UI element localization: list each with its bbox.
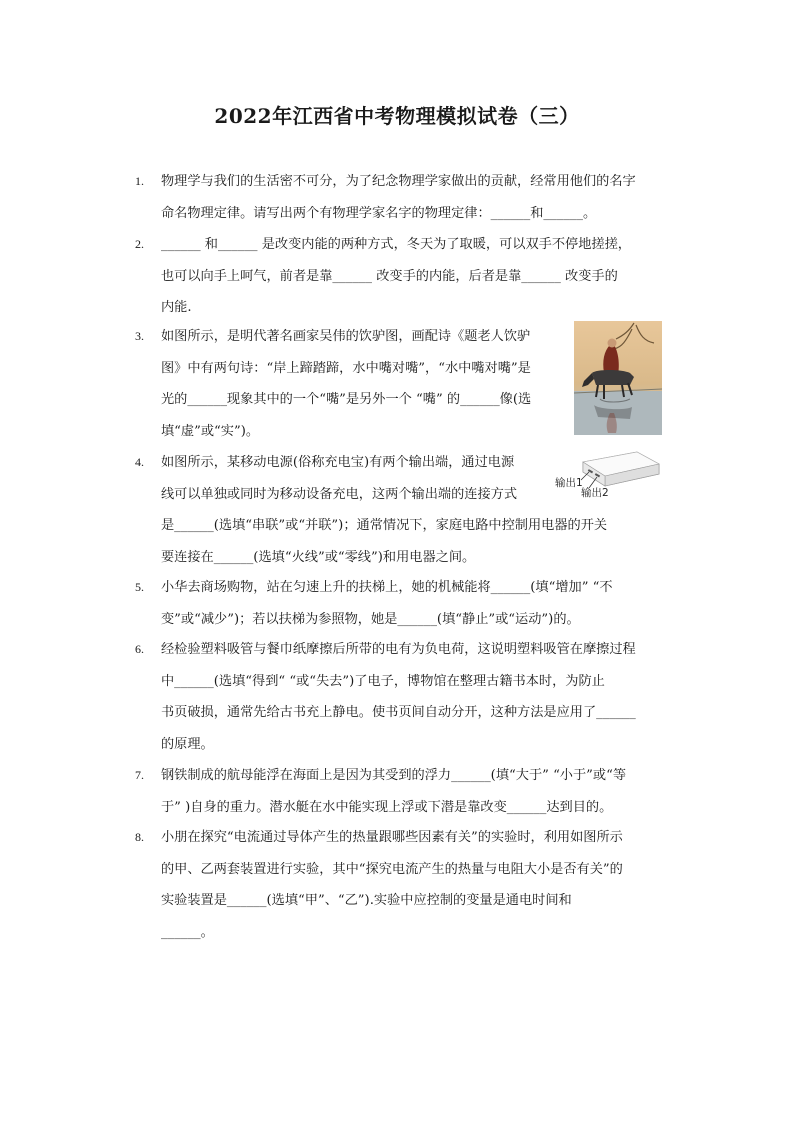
question-number: 8. bbox=[135, 830, 144, 844]
question-line: 变”或“减少”)；若以扶梯为参照物，她是______(填“静止”或“运动”)的。 bbox=[161, 611, 580, 627]
question-line: 内能. bbox=[161, 300, 192, 315]
question-line: 线可以单独或同时为移动设备充电，这两个输出端的连接方式 bbox=[161, 486, 518, 502]
question-line: 实验装置是______(选填“甲”、“乙”).实验中应控制的变量是通电时间和 bbox=[161, 893, 572, 908]
question-text bbox=[161, 634, 675, 760]
question-line: 的原理。 bbox=[161, 736, 214, 752]
question-line: 书页破损，通常先给古书充上静电。使书页间自动分开，这种方法是应用了______ bbox=[161, 705, 636, 720]
question-line: 小华去商场购物，站在匀速上升的扶梯上，她的机械能将______(填“增加” “不 bbox=[161, 580, 613, 595]
question-line: 经检验塑料吸管与餐巾纸摩擦后所带的电有为负电荷，这说明塑料吸管在摩擦过程 bbox=[161, 642, 636, 657]
question-line: 钢铁制成的航母能浮在海面上是因为其受到的浮力______(填“大于” “小于”或“等 bbox=[161, 768, 627, 783]
question-number: 1. bbox=[135, 174, 144, 188]
power-bank-figure bbox=[555, 450, 660, 498]
donkey-painting-figure bbox=[574, 321, 662, 435]
page-title: 2022年江西省中考物理模拟试卷（三） bbox=[214, 104, 580, 128]
question-line: 的甲、乙两套装置进行实验，其中“探究电流产生的热量与电阻大小是否有关”的 bbox=[161, 861, 623, 877]
question-number: 4. bbox=[135, 455, 144, 469]
question-text bbox=[161, 822, 675, 948]
question-line: 物理学与我们的生活密不可分，为了纪念物理学家做出的贡献，经常用他们的名字 bbox=[161, 174, 636, 189]
question-line: 中______(选填“得到“ “或“失去”)了电子，博物馆在整理古籍书本时，为防止 bbox=[161, 673, 605, 689]
question-line: ______ 和______ 是改变内能的两种方式，冬天为了取暖，可以双手不停地搓搓， bbox=[161, 237, 631, 252]
question-number: 2. bbox=[135, 237, 144, 251]
question-line: 图》中有两句诗：“岸上蹄踏蹄，水中嘴对嘴”，“水中嘴对嘴”是 bbox=[161, 360, 531, 376]
question-number: 5. bbox=[135, 580, 144, 594]
question-line: 也可以向手上呵气，前者是靠______ 改变手的内能，后者是靠______ 改变手的 bbox=[161, 268, 618, 284]
question-text bbox=[161, 760, 675, 823]
question-line: 是______(选填“串联”或“并联”)；通常情况下，家庭电路中控制用电器的开关 bbox=[161, 518, 608, 533]
question-number: 3. bbox=[135, 329, 144, 343]
question-text bbox=[161, 166, 675, 229]
output-2-label: 输出2 bbox=[581, 487, 609, 498]
question-line: 要连接在______(选填“火线”或“零线”)和用电器之间。 bbox=[161, 549, 476, 565]
question-line: 如图所示，是明代著名画家吴伟的饮驴图，画配诗《题老人饮驴 bbox=[161, 329, 531, 344]
question-line: 填“虚”或“实”)。 bbox=[161, 423, 260, 439]
output-1-label: 输出1 bbox=[555, 477, 583, 489]
question-line: 小朋在探究“电流通过导体产生的热量跟哪些因素有关”的实验时，利用如图所示 bbox=[161, 830, 623, 845]
question-line: 命名物理定律。请写出两个有物理学家名字的物理定律：______和______。 bbox=[161, 205, 597, 221]
question-number: 6. bbox=[135, 642, 144, 656]
donkey-painting-image bbox=[574, 321, 662, 435]
question-text bbox=[161, 572, 675, 635]
question-line: 如图所示，某移动电源(俗称充电宝)有两个输出端，通过电源 bbox=[161, 455, 515, 470]
question-text bbox=[161, 229, 675, 324]
question-line: ______。 bbox=[161, 924, 214, 940]
question-text bbox=[161, 321, 571, 447]
question-number: 7. bbox=[135, 768, 144, 782]
question-line: 于” )自身的重力。潜水艇在水中能实现上浮或下潜是靠改变______达到目的。 bbox=[161, 799, 613, 815]
question-line: 光的______现象其中的一个“嘴”是另外一个 “嘴” 的______像(选 bbox=[161, 392, 532, 407]
